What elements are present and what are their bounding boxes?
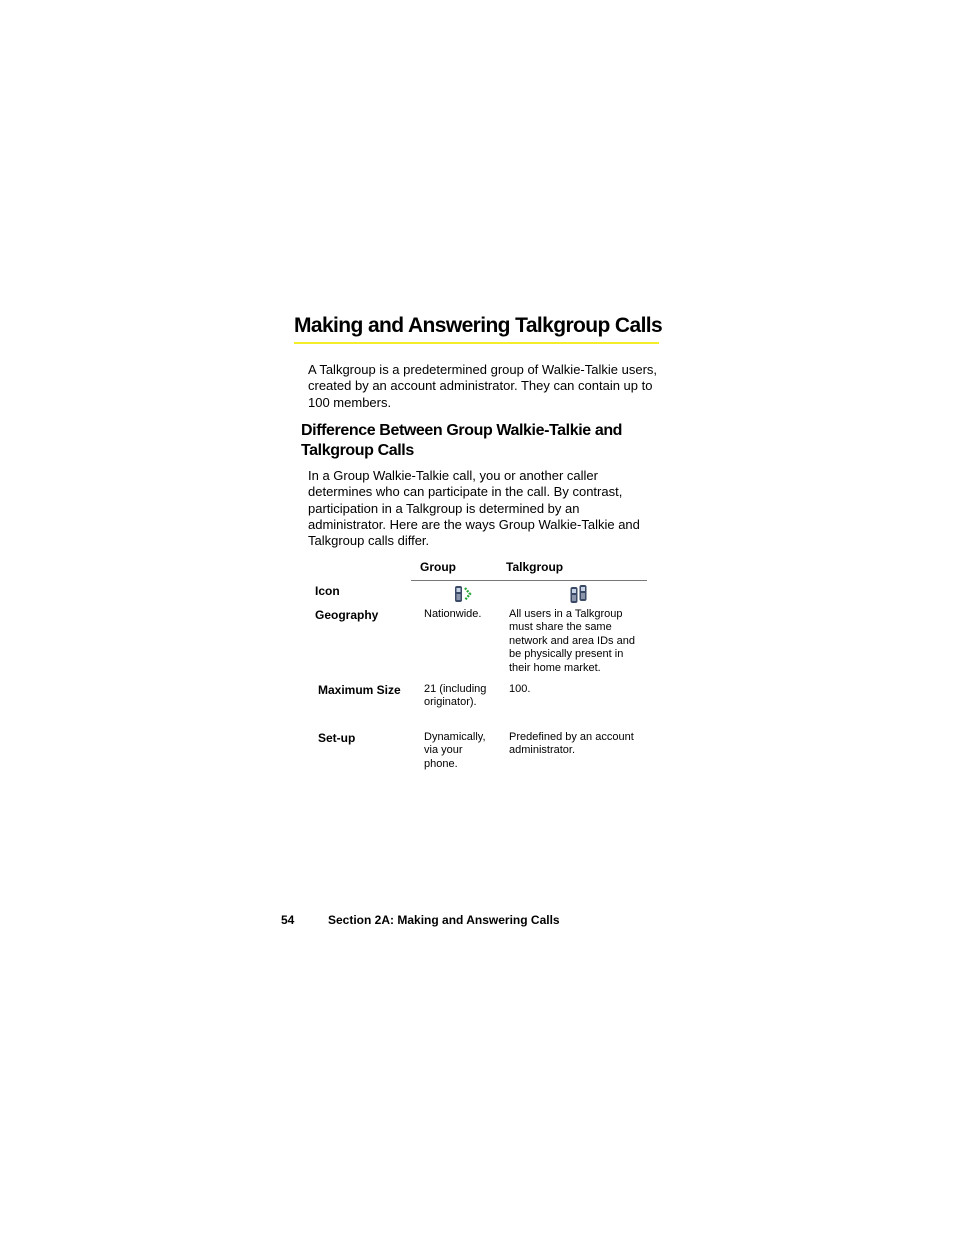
set-up-talkgroup-value: Predefined by an account administrator. [509, 731, 634, 757]
page-number: 54 [281, 913, 295, 927]
row-label-set-up: Set-up [318, 731, 356, 745]
column-header-group: Group [420, 560, 456, 574]
set-up-group-value: Dynamically, via your phone. [424, 731, 486, 770]
column-header-talkgroup: Talkgroup [506, 560, 564, 574]
table-header-rule [411, 580, 647, 581]
footer-section-title: Section 2A: Making and Answering Calls [328, 913, 560, 927]
page-title: Making and Answering Talkgroup Calls [294, 314, 659, 344]
body-paragraph: In a Group Walkie-Talkie call, you or another caller determines who can participate in the call. By contrast, participation in a Talkgroup is determined by an administrator. Here are the ways Group Walkie-Talkie and Talkgroup calls differ. [308, 468, 640, 549]
row-label-maximum-size: Maximum Size [318, 683, 401, 697]
section-subheading: Difference Between Group Walkie-Talkie and Talkgroup Calls [301, 422, 623, 459]
geography-group-value: Nationwide. [424, 608, 482, 620]
intro-paragraph: A Talkgroup is a predetermined group of Walkie-Talkie users, created by an account administrator. They can contain up to 100 members. [308, 362, 658, 410]
row-label-geography: Geography [315, 608, 379, 622]
row-label-icon: Icon [315, 584, 340, 598]
group-walkie-talkie-icon [453, 585, 473, 603]
geography-talkgroup-value: All users in a Talkgroup must share the same network and area IDs and be physically present in their home market. [509, 608, 635, 674]
talkgroup-icon [569, 584, 589, 604]
maximum-size-talkgroup-value: 100. [509, 683, 531, 695]
maximum-size-group-value: 21 (including originator). [424, 683, 487, 709]
